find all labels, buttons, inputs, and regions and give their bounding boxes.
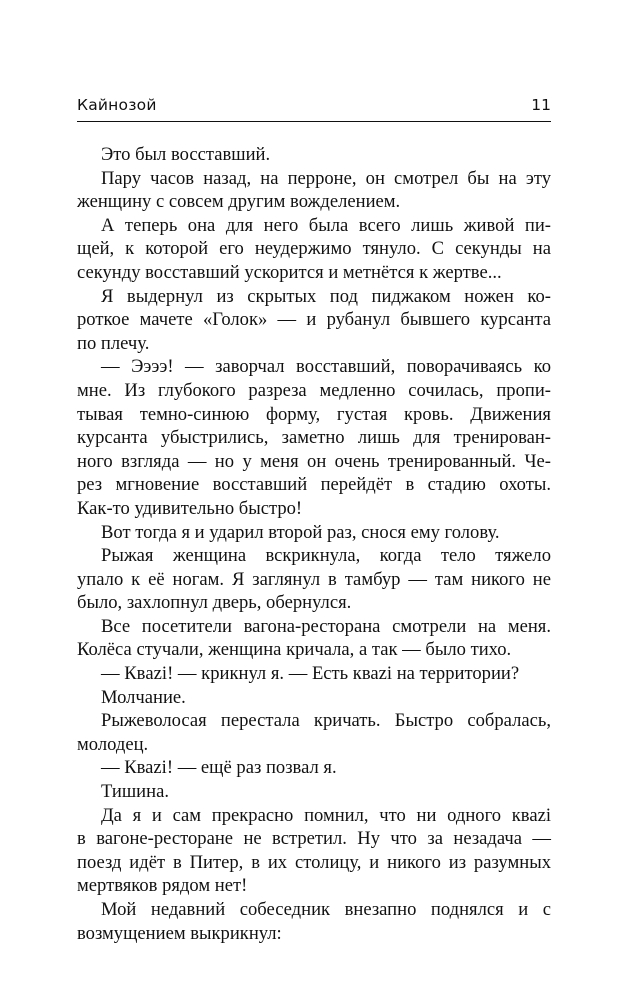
text-line: Да я и сам прекрасно помнил, что ни одного кваzi <box>101 804 551 826</box>
page-header <box>77 95 551 122</box>
text-line: — Ээээ! — заворчал восставший, поворачиваясь ко <box>101 356 551 378</box>
text-line: тывая темно-синюю форму, густая кровь. Движения <box>77 403 551 425</box>
text-line: мне. Из глубокого разреза медленно сочилась, пропи- <box>77 379 551 401</box>
text-line: Вот тогда я и ударил второй раз, снося ему голову. <box>101 521 500 543</box>
text-line: роткое мачете «Голок» — и рубанул бывшего курсанта <box>77 309 551 331</box>
text-line: мертвяков рядом нет! <box>77 875 248 897</box>
text-line: секунду восставший ускорится и метнётся к жертве... <box>77 261 502 283</box>
text-line: Рыжеволосая перестала кричать. Быстро собралась, <box>101 710 551 732</box>
text-line: Рыжая женщина вскрикнула, когда тело тяжело <box>101 545 551 567</box>
text-line: — Квazi! — крикнул я. — Есть кваzi на территории? <box>101 663 520 685</box>
text-line: Как-то удивительно быстро! <box>77 497 303 519</box>
text-line: по плечу. <box>77 332 150 354</box>
text-line: Колёса стучали, женщина кричала, а так — было тихо. <box>77 639 512 661</box>
text-line: ного взгляда — но у меня он очень тренированный. Че- <box>77 450 551 472</box>
text-line: поезд идёт в Питер, в их столицу, и никого из разумных <box>77 851 551 873</box>
text-line: возмущением выкрикнул: <box>77 922 282 944</box>
text-line: Молчание. <box>101 686 186 708</box>
text-line: курсанта убыстрились, заметно лишь для тренирован- <box>77 427 551 449</box>
text-line: Я выдернул из скрытых под пиджаком ножен ко- <box>101 285 551 307</box>
text-line: упало к её ногам. Я заглянул в тамбур — там никого не <box>77 568 551 590</box>
text-line: Мой недавний собеседник внезапно поднялся и с <box>101 899 551 920</box>
text-line: А теперь она для него была всего лишь живой пи- <box>101 214 551 236</box>
running-title: Кайнозой <box>77 96 157 114</box>
text-line: рез мгновение восставший перейдёт в стадию охоты. <box>77 474 551 496</box>
text-line: молодец. <box>77 733 149 755</box>
text-line: женщину с совсем другим вожделением. <box>77 191 401 213</box>
text-line: — Кваzi! — ещё раз позвал я. <box>101 757 337 779</box>
page-number: 11 <box>531 96 551 114</box>
text-line: щей, к которой его неудержимо тянуло. С секунды на <box>77 238 551 260</box>
body-text <box>77 143 551 945</box>
text-line: Пару часов назад, на перроне, он смотрел бы на эту <box>101 167 551 189</box>
text-line: Все посетители вагона-ресторана смотрели на меня. <box>101 615 551 637</box>
text-line: Тишина. <box>101 781 169 803</box>
text-line: в вагоне-ресторане не встретил. Ну что за незадача — <box>77 828 551 850</box>
text-line: было, захлопнул дверь, обернулся. <box>77 592 352 614</box>
text-line: Это был восставший. <box>101 144 271 165</box>
